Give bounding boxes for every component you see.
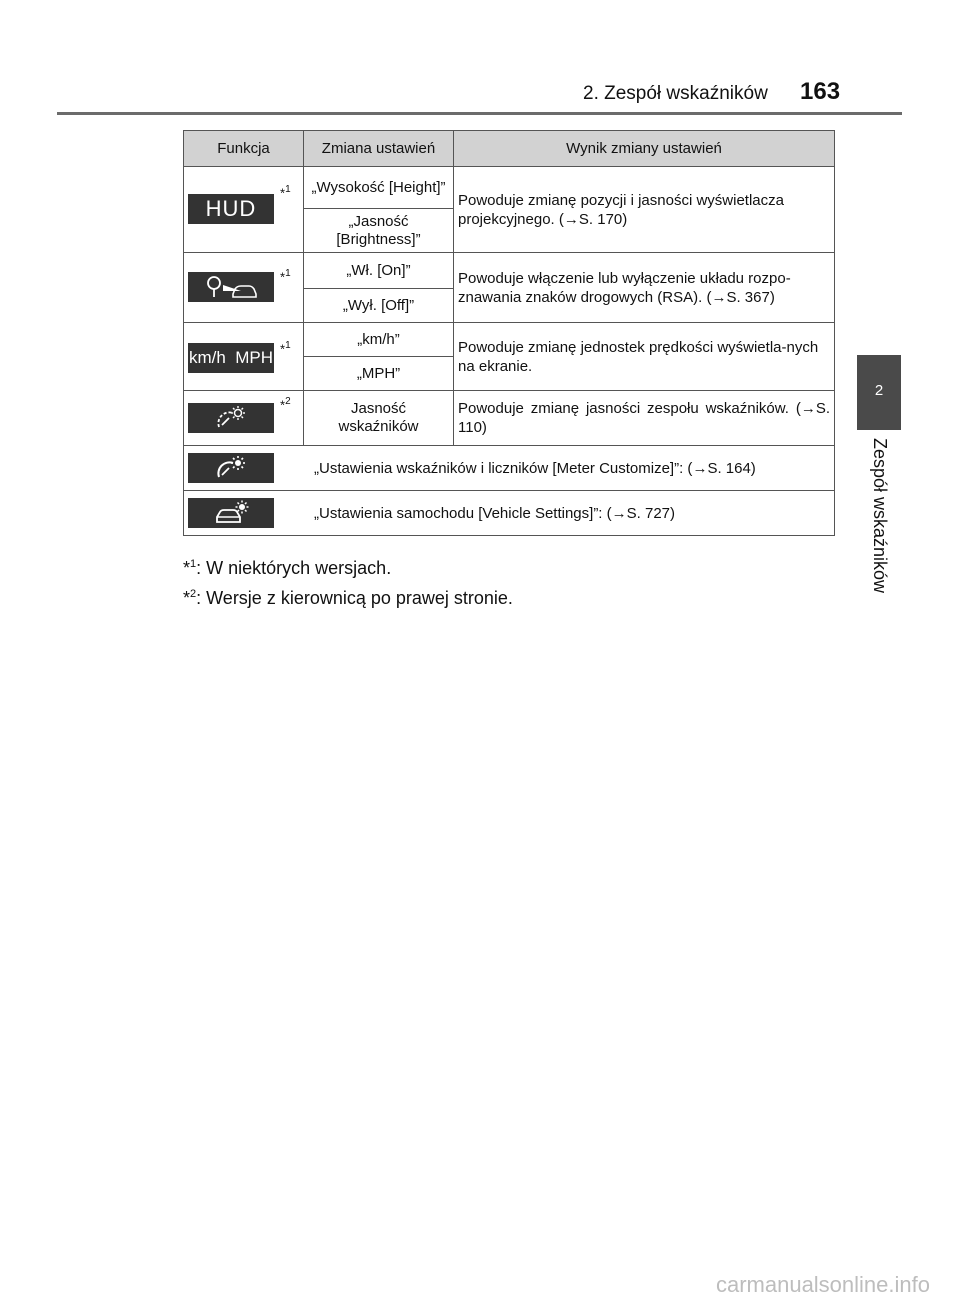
vehicle-settings-row: „Ustawienia samochodu [Vehicle Settings]”: (→S. 727) [184, 491, 835, 536]
table-header-row [184, 131, 835, 167]
option-meter-brightness: Jasność wskaźników [304, 391, 454, 446]
function-cell [184, 253, 304, 323]
option-height: „Wysokość [Height]” [304, 167, 454, 209]
result-cell: Powoduje zmianę jasności zespołu wskaźników. (→S. 110) [454, 391, 835, 446]
page-header [0, 0, 960, 115]
option-off: „Wył. [Off]” [304, 289, 454, 323]
section-title: 2. Zespół wskaźników [583, 83, 768, 104]
table-row [184, 253, 835, 289]
function-cell [184, 391, 304, 446]
watermark: carmanualsonline.info [715, 1272, 930, 1297]
column-header-change: Zmiana ustawień [304, 131, 454, 167]
footnote-marker: *$^1$ [280, 268, 291, 285]
vehicle-settings-icon [188, 498, 274, 528]
road-sign-assist-icon [188, 272, 274, 302]
function-cell [184, 323, 304, 391]
table-row [184, 323, 835, 357]
chapter-number: 2 [874, 382, 884, 399]
option-brightness: „Jasność [Brightness]” [304, 209, 454, 253]
header-divider [57, 112, 902, 115]
page-number: 163 [800, 78, 841, 105]
option-kmh: „km/h” [304, 323, 454, 357]
settings-table [183, 130, 835, 536]
column-header-function: Funkcja [184, 131, 304, 167]
footnote-marker: *$^1$ [280, 184, 291, 201]
option-on: „Wł. [On]” [304, 253, 454, 289]
footnote-1: *$^1$: W niektórych wersjach. [183, 558, 392, 578]
table-row [184, 391, 835, 446]
table-row [184, 446, 835, 491]
meter-brightness-icon [188, 403, 274, 433]
meter-customize-icon [188, 453, 274, 483]
footnote-2: *$^2$: Wersje z kierownicą po prawej stronie. [183, 588, 513, 608]
table-row [184, 491, 835, 536]
footnote-marker: *$^1$ [280, 340, 291, 357]
option-mph: „MPH” [304, 357, 454, 391]
result-cell: Powoduje zmianę pozycji i jasności wyświetlacza projekcyjnego. (→S. 170) [454, 167, 835, 253]
table-row [184, 167, 835, 209]
chapter-tab [857, 355, 901, 430]
result-cell: Powoduje włączenie lub wyłączenie układu rozpo-znawania znaków drogowych (RSA). (→S. 367) [454, 253, 835, 323]
column-header-result: Wynik zmiany ustawień [454, 131, 835, 167]
chapter-label: Zespół wskaźników [870, 438, 890, 594]
kmh-mph-icon: km/h MPH [188, 343, 274, 373]
function-cell [184, 167, 304, 253]
footnote-marker: *$^2$ [280, 396, 291, 413]
hud-icon: HUD [188, 194, 274, 224]
result-cell: Powoduje zmianę jednostek prędkości wyświetla-nych na ekranie. [454, 323, 835, 391]
chapter-label-container [842, 438, 917, 638]
meter-customize-row: „Ustawienia wskaźników i liczników [Meter Customize]”: (→S. 164) [184, 446, 835, 491]
